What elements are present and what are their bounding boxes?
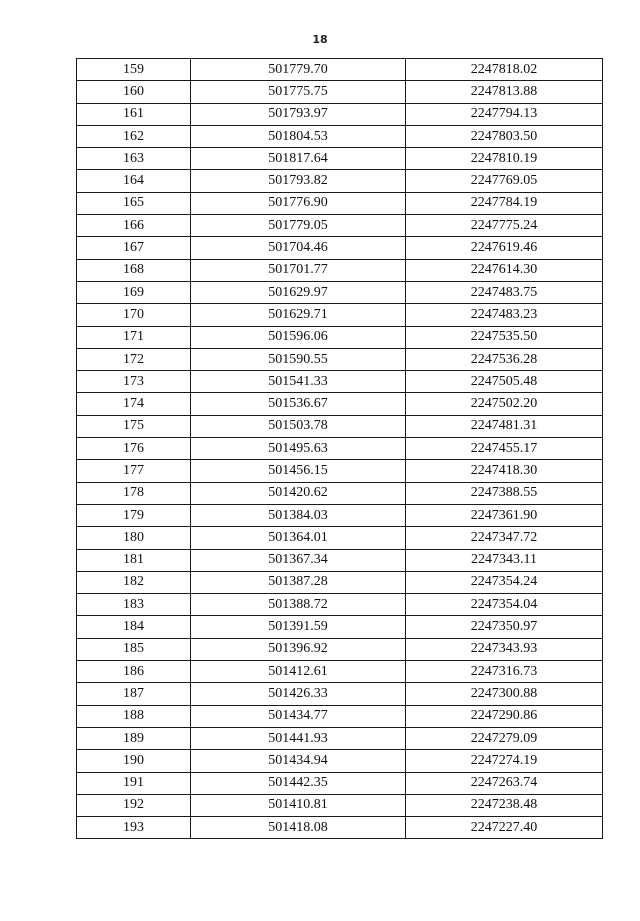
table-row	[77, 281, 603, 303]
x-coordinate-cell: 501804.53	[191, 125, 406, 147]
table-row	[77, 371, 603, 393]
point-number-cell: 172	[77, 348, 191, 370]
table-row	[77, 616, 603, 638]
point-number-cell: 186	[77, 661, 191, 683]
table-row	[77, 750, 603, 772]
table-row	[77, 504, 603, 526]
x-coordinate-cell: 501776.90	[191, 192, 406, 214]
y-coordinate-cell: 2247279.09	[406, 727, 603, 749]
x-coordinate-cell: 501364.01	[191, 527, 406, 549]
x-coordinate-cell: 501412.61	[191, 661, 406, 683]
x-coordinate-cell: 501434.94	[191, 750, 406, 772]
point-number-cell: 185	[77, 638, 191, 660]
point-number-cell: 183	[77, 594, 191, 616]
y-coordinate-cell: 2247803.50	[406, 125, 603, 147]
point-number-cell: 162	[77, 125, 191, 147]
coordinate-table	[76, 58, 603, 839]
point-number-cell: 166	[77, 215, 191, 237]
y-coordinate-cell: 2247455.17	[406, 438, 603, 460]
x-coordinate-cell: 501629.97	[191, 281, 406, 303]
table-row	[77, 661, 603, 683]
table-row	[77, 594, 603, 616]
x-coordinate-cell: 501779.70	[191, 59, 406, 81]
y-coordinate-cell: 2247536.28	[406, 348, 603, 370]
table-row	[77, 148, 603, 170]
table-row	[77, 705, 603, 727]
point-number-cell: 188	[77, 705, 191, 727]
table-row	[77, 438, 603, 460]
table-row	[77, 794, 603, 816]
x-coordinate-cell: 501387.28	[191, 571, 406, 593]
table-row	[77, 215, 603, 237]
x-coordinate-cell: 501596.06	[191, 326, 406, 348]
table-row	[77, 817, 603, 839]
x-coordinate-cell: 501456.15	[191, 460, 406, 482]
point-number-cell: 179	[77, 504, 191, 526]
y-coordinate-cell: 2247361.90	[406, 504, 603, 526]
x-coordinate-cell: 501793.97	[191, 103, 406, 125]
x-coordinate-cell: 501441.93	[191, 727, 406, 749]
table-row	[77, 683, 603, 705]
y-coordinate-cell: 2247350.97	[406, 616, 603, 638]
x-coordinate-cell: 501426.33	[191, 683, 406, 705]
table-row	[77, 81, 603, 103]
y-coordinate-cell: 2247238.48	[406, 794, 603, 816]
x-coordinate-cell: 501384.03	[191, 504, 406, 526]
y-coordinate-cell: 2247343.11	[406, 549, 603, 571]
x-coordinate-cell: 501388.72	[191, 594, 406, 616]
y-coordinate-cell: 2247343.93	[406, 638, 603, 660]
y-coordinate-cell: 2247263.74	[406, 772, 603, 794]
point-number-cell: 173	[77, 371, 191, 393]
point-number-cell: 180	[77, 527, 191, 549]
y-coordinate-cell: 2247483.23	[406, 304, 603, 326]
table-row	[77, 326, 603, 348]
point-number-cell: 169	[77, 281, 191, 303]
point-number-cell: 191	[77, 772, 191, 794]
x-coordinate-cell: 501541.33	[191, 371, 406, 393]
point-number-cell: 184	[77, 616, 191, 638]
x-coordinate-cell: 501434.77	[191, 705, 406, 727]
x-coordinate-cell: 501367.34	[191, 549, 406, 571]
x-coordinate-cell: 501391.59	[191, 616, 406, 638]
y-coordinate-cell: 2247300.88	[406, 683, 603, 705]
table-row	[77, 527, 603, 549]
x-coordinate-cell: 501779.05	[191, 215, 406, 237]
y-coordinate-cell: 2247316.73	[406, 661, 603, 683]
table-row	[77, 482, 603, 504]
x-coordinate-cell: 501396.92	[191, 638, 406, 660]
point-number-cell: 181	[77, 549, 191, 571]
point-number-cell: 189	[77, 727, 191, 749]
y-coordinate-cell: 2247614.30	[406, 259, 603, 281]
point-number-cell: 178	[77, 482, 191, 504]
point-number-cell: 193	[77, 817, 191, 839]
y-coordinate-cell: 2247290.86	[406, 705, 603, 727]
point-number-cell: 164	[77, 170, 191, 192]
point-number-cell: 168	[77, 259, 191, 281]
point-number-cell: 174	[77, 393, 191, 415]
x-coordinate-cell: 501775.75	[191, 81, 406, 103]
x-coordinate-cell: 501704.46	[191, 237, 406, 259]
x-coordinate-cell: 501793.82	[191, 170, 406, 192]
table-row	[77, 192, 603, 214]
table-row	[77, 237, 603, 259]
table-row	[77, 727, 603, 749]
table-row	[77, 571, 603, 593]
point-number-cell: 182	[77, 571, 191, 593]
y-coordinate-cell: 2247505.48	[406, 371, 603, 393]
x-coordinate-cell: 501629.71	[191, 304, 406, 326]
y-coordinate-cell: 2247347.72	[406, 527, 603, 549]
y-coordinate-cell: 2247483.75	[406, 281, 603, 303]
y-coordinate-cell: 2247274.19	[406, 750, 603, 772]
y-coordinate-cell: 2247775.24	[406, 215, 603, 237]
x-coordinate-cell: 501503.78	[191, 415, 406, 437]
table-row	[77, 415, 603, 437]
table-row	[77, 103, 603, 125]
point-number-cell: 171	[77, 326, 191, 348]
point-number-cell: 176	[77, 438, 191, 460]
y-coordinate-cell: 2247619.46	[406, 237, 603, 259]
table-row	[77, 549, 603, 571]
x-coordinate-cell: 501410.81	[191, 794, 406, 816]
y-coordinate-cell: 2247388.55	[406, 482, 603, 504]
point-number-cell: 167	[77, 237, 191, 259]
x-coordinate-cell: 501442.35	[191, 772, 406, 794]
x-coordinate-cell: 501590.55	[191, 348, 406, 370]
point-number-cell: 175	[77, 415, 191, 437]
x-coordinate-cell: 501536.67	[191, 393, 406, 415]
x-coordinate-cell: 501420.62	[191, 482, 406, 504]
y-coordinate-cell: 2247784.19	[406, 192, 603, 214]
point-number-cell: 165	[77, 192, 191, 214]
y-coordinate-cell: 2247227.40	[406, 817, 603, 839]
point-number-cell: 170	[77, 304, 191, 326]
table-row	[77, 393, 603, 415]
y-coordinate-cell: 2247502.20	[406, 393, 603, 415]
table-body	[77, 59, 603, 839]
point-number-cell: 161	[77, 103, 191, 125]
y-coordinate-cell: 2247769.05	[406, 170, 603, 192]
y-coordinate-cell: 2247481.31	[406, 415, 603, 437]
table-row	[77, 170, 603, 192]
point-number-cell: 163	[77, 148, 191, 170]
y-coordinate-cell: 2247794.13	[406, 103, 603, 125]
table-row	[77, 460, 603, 482]
y-coordinate-cell: 2247810.19	[406, 148, 603, 170]
y-coordinate-cell: 2247418.30	[406, 460, 603, 482]
point-number-cell: 160	[77, 81, 191, 103]
table-row	[77, 125, 603, 147]
point-number-cell: 192	[77, 794, 191, 816]
y-coordinate-cell: 2247813.88	[406, 81, 603, 103]
y-coordinate-cell: 2247535.50	[406, 326, 603, 348]
point-number-cell: 190	[77, 750, 191, 772]
table-row	[77, 304, 603, 326]
table-row	[77, 348, 603, 370]
table-row	[77, 638, 603, 660]
y-coordinate-cell: 2247354.24	[406, 571, 603, 593]
y-coordinate-cell: 2247354.04	[406, 594, 603, 616]
x-coordinate-cell: 501817.64	[191, 148, 406, 170]
x-coordinate-cell: 501495.63	[191, 438, 406, 460]
point-number-cell: 159	[77, 59, 191, 81]
page-number: 18	[312, 33, 328, 46]
point-number-cell: 177	[77, 460, 191, 482]
point-number-cell: 187	[77, 683, 191, 705]
x-coordinate-cell: 501701.77	[191, 259, 406, 281]
y-coordinate-cell: 2247818.02	[406, 59, 603, 81]
table-row	[77, 259, 603, 281]
table-row	[77, 772, 603, 794]
x-coordinate-cell: 501418.08	[191, 817, 406, 839]
table-row	[77, 59, 603, 81]
